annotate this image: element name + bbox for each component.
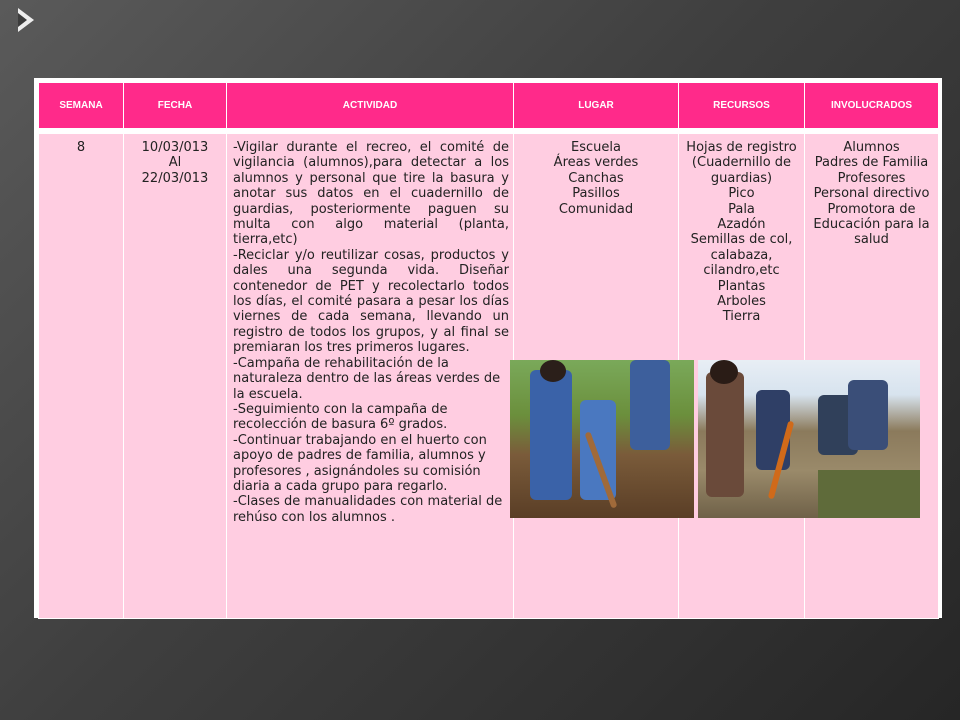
- header-semana: SEMANA: [39, 83, 124, 129]
- header-involucrados: INVOLUCRADOS: [805, 83, 939, 129]
- header-fecha: FECHA: [124, 83, 227, 129]
- recursos-item: Plantas: [717, 278, 766, 294]
- recursos-item: Arboles: [717, 294, 766, 310]
- chevron-decoration-icon: [18, 8, 34, 32]
- involucrados-item: Personal directivo: [813, 186, 930, 202]
- lugar-item: Áreas verdes: [553, 155, 639, 171]
- cell-fecha: [124, 134, 227, 619]
- involucrados-item: Promotora de Educación para la salud: [813, 201, 930, 248]
- fecha-start: 10/03/013: [141, 140, 209, 155]
- recursos-item: Azadón: [717, 217, 766, 233]
- lugar-item: Comunidad: [558, 201, 634, 217]
- actividad-item: -Campaña de rehabilitación de la naturaleza dentro de las áreas verdes de la escuela.: [233, 355, 501, 402]
- actividad-item: -Seguimiento con la campaña de recolección de basura 6º grados.: [233, 401, 448, 433]
- involucrados-item: Padres de Familia: [814, 155, 929, 171]
- fecha-end: 22/03/013: [141, 170, 209, 186]
- table-header-row: [39, 83, 939, 129]
- lugar-item: Pasillos: [572, 186, 620, 202]
- involucrados-item: Alumnos: [843, 140, 900, 155]
- lugar-item: Canchas: [568, 170, 624, 186]
- photo-strip: [510, 360, 920, 518]
- actividad-item: -Reciclar y/o reutilizar cosas, productos y dales una segunda vida. Diseñar contenedor de PET y recolectarlo todos los días, el comité pasara a pesar los días viernes de cada semana, llevando un registro de todos los grupos, y al final se premiaran los tres primeros lugares.: [233, 247, 509, 356]
- recursos-item: Hojas de registro (Cuadernillo de guardias): [686, 140, 797, 186]
- activity-table: [38, 82, 939, 619]
- actividad-item: -Vigilar durante el recreo, el comité de vigilancia (alumnos),para detectar a los alumnos y personal que tire la basura y anotar sus datos en el cuadernillo de guardias, posteriormente paguen su multa con algo material (planta, tierra,etc): [233, 140, 509, 248]
- recursos-item: Pico: [728, 186, 755, 202]
- planting-photo-2: [698, 360, 920, 518]
- cell-semana: 8: [39, 134, 124, 619]
- planting-photo-1: [510, 360, 694, 518]
- actividad-item: -Continuar trabajando en el huerto con apoyo de padres de familia, alumnos y profesores , asignándoles su comisión diaria a cada grupo para regarlo.: [233, 432, 487, 494]
- lugar-item: Escuela: [571, 140, 621, 155]
- recursos-item: Semillas de col, calabaza, cilandro,etc: [690, 232, 793, 279]
- fecha-al: Al: [168, 155, 182, 171]
- header-actividad: ACTIVIDAD: [227, 83, 514, 129]
- header-recursos: RECURSOS: [679, 83, 805, 129]
- recursos-item: Pala: [728, 201, 755, 217]
- actividad-item: -Clases de manualidades con material de rehúso con los alumnos .: [233, 494, 503, 525]
- cell-actividad: [227, 134, 514, 619]
- header-lugar: LUGAR: [514, 83, 679, 129]
- slide-content: [34, 78, 942, 618]
- recursos-item: Tierra: [722, 309, 761, 325]
- involucrados-item: Profesores: [837, 170, 906, 186]
